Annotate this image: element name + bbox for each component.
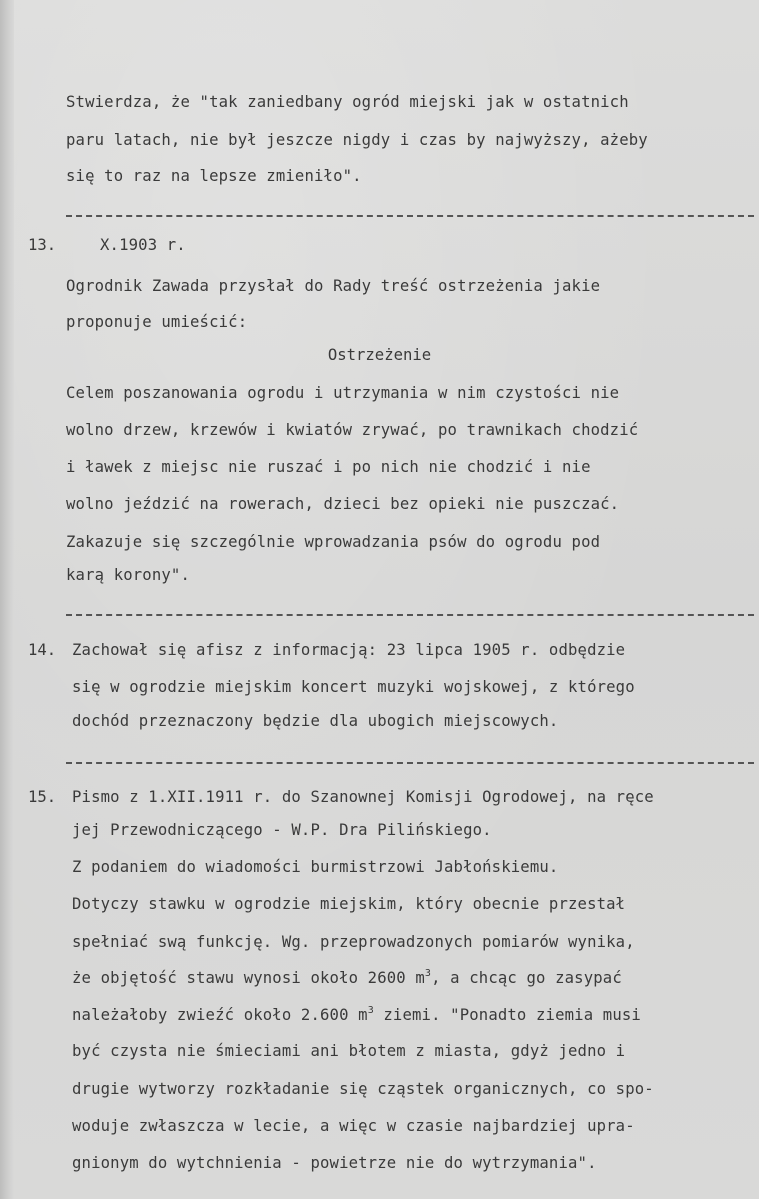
line-text: należałoby zwieźć około 2.600 m [72, 1006, 368, 1024]
entry-13-number: 13. [28, 236, 57, 254]
superscript: 3 [367, 1005, 374, 1016]
notice-line-4: wolno jeździć na rowerach, dzieci bez opieki nie puszczać. [66, 495, 620, 513]
section-divider [66, 614, 754, 616]
line-text: , a chcąc go zasypać [431, 969, 622, 987]
entry-15-line-7 [72, 1005, 641, 1025]
entry-15-line-11: gnionym do wytchnienia - powietrze nie do wytrzymania". [72, 1154, 597, 1172]
intro-line-3: się to raz na lepsze zmieniło". [66, 167, 362, 185]
entry-15-line-10: woduje zwłaszcza w lecie, a więc w czasie najbardziej upra- [72, 1117, 635, 1135]
entry-14-number: 14. [28, 641, 57, 659]
entry-15-line-2: jej Przewodniczącego - W.P. Dra Pilińskiego. [72, 821, 492, 839]
entry-15-number: 15. [28, 788, 57, 806]
entry-15-line-6 [72, 968, 622, 988]
entry-13-date: X.1903 r. [100, 236, 186, 254]
notice-title: Ostrzeżenie [327, 346, 432, 364]
notice-line-3: i ławek z miejsc nie ruszać i po nich nie chodzić i nie [66, 458, 591, 476]
notice-line-2: wolno drzew, krzewów i kwiatów zrywać, po trawnikach chodzić [66, 421, 639, 439]
line-text: że objętość stawu wynosi około 2600 m [72, 969, 425, 987]
entry-15-line-4: Dotyczy stawku w ogrodzie miejskim, który obecnie przestał [72, 895, 626, 913]
notice-line-5: Zakazuje się szczególnie wprowadzania psów do ogrodu pod [66, 533, 601, 551]
notice-line-6: karą korony". [66, 566, 190, 584]
entry-15-line-5: spełniać swą funkcję. Wg. przeprowadzonych pomiarów wynika, [72, 933, 635, 951]
entry-13-line-2: proponuje umieścić: [66, 313, 248, 331]
section-divider [66, 762, 754, 764]
section-divider [66, 215, 754, 217]
entry-14-line-1: Zachował się afisz z informacją: 23 lipca 1905 r. odbędzie [72, 641, 626, 659]
entry-14-line-3: dochód przeznaczony będzie dla ubogich miejscowych. [72, 712, 559, 730]
entry-14-line-2: się w ogrodzie miejskim koncert muzyki wojskowej, z którego [72, 678, 635, 696]
notice-line-1: Celem poszanowania ogrodu i utrzymania w nim czystości nie [66, 384, 620, 402]
entry-15-line-9: drugie wytworzy rozkładanie się cząstek organicznych, co spo- [72, 1080, 654, 1098]
entry-15-line-3: Z podaniem do wiadomości burmistrzowi Jabłońskiemu. [72, 858, 559, 876]
entry-13-line-1: Ogrodnik Zawada przysłał do Rady treść ostrzeżenia jakie [66, 277, 601, 295]
intro-line-2: paru latach, nie był jeszcze nigdy i czas by najwyższy, ażeby [66, 131, 648, 149]
superscript: 3 [424, 968, 432, 979]
entry-15-line-8: być czysta nie śmieciami ani błotem z miasta, gdyż jedno i [72, 1042, 626, 1060]
intro-line-1: Stwierdza, że "tak zaniedbany ogród miejski jak w ostatnich [66, 93, 629, 111]
entry-15-line-1: Pismo z 1.XII.1911 r. do Szanownej Komisji Ogrodowej, na ręce [72, 788, 654, 806]
line-text: ziemi. "Ponadto ziemia musi [373, 1006, 641, 1024]
page-edge-shadow [0, 0, 14, 1199]
